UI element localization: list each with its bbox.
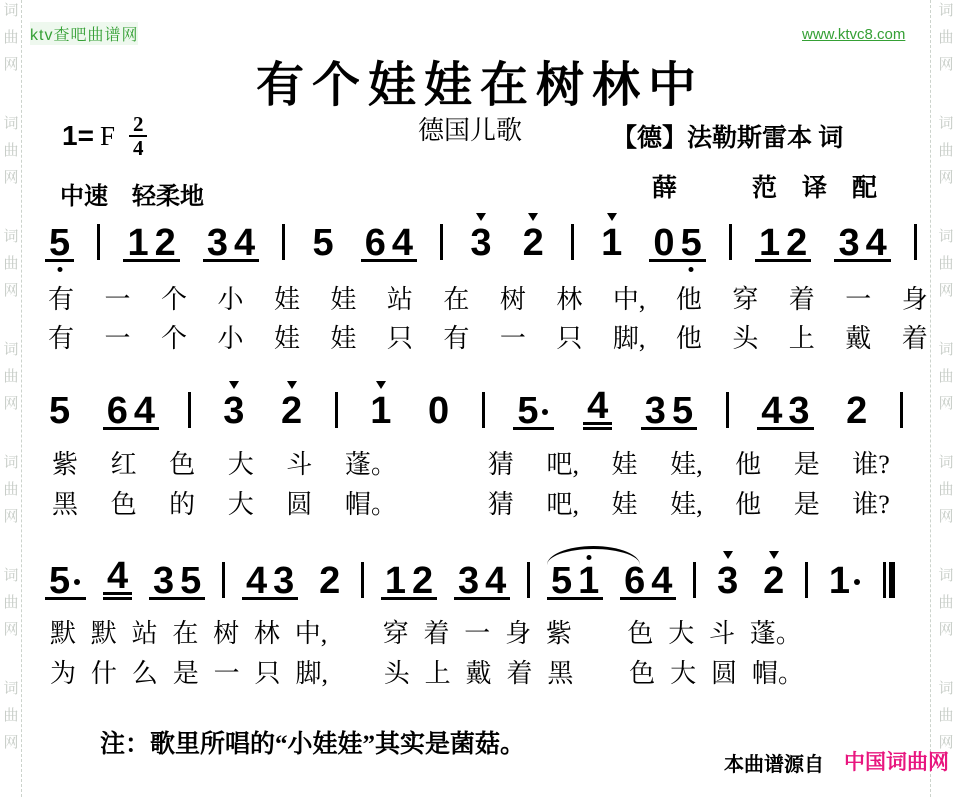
watermark-char: 网 [3,283,19,299]
lyric-syllable: 色 [110,490,137,519]
watermark-char: 曲 [3,595,19,611]
lyric-syllable: 只 [386,324,413,353]
lyric-syllable: 大 [227,450,254,479]
note-5: 5 [180,560,202,602]
lyric-syllable: 着 [423,619,450,648]
lyric-syllable: 色 [627,619,654,648]
note-3: 3 [788,390,810,432]
lyric-syllable: 只 [556,324,583,353]
lyric-syllable: 娃 [330,285,357,314]
note-4: 4 [761,390,783,432]
lyrics-line-1-verse-2 [48,318,928,355]
note-4: 4 [133,390,156,432]
note-group [242,560,298,602]
note-4: 4 [234,222,256,264]
note-2: 2 [278,395,305,427]
watermark-char: 网 [3,735,19,751]
accent-mark [229,381,239,389]
note-0: 0 [428,390,450,432]
watermark-char: 曲 [3,256,19,272]
lyric-syllable: 是 [172,659,199,688]
note-group [583,385,612,430]
note-group [834,222,890,264]
lyric-syllable: 么 [131,659,158,688]
note-4: 4 [587,385,609,427]
lyric-syllable: 帽。 [344,490,397,519]
note-group [103,555,132,600]
note-3: 3 [467,227,494,259]
note-group [641,390,697,432]
lyric-syllable: 上 [424,659,451,688]
note-6: 6 [624,560,646,602]
watermark-char: 词 [938,681,954,697]
note-group [757,390,813,432]
watermark-char: 网 [3,57,19,73]
lyric-syllable: 个 [160,285,187,314]
lyric-syllable: 个 [160,324,187,353]
footer-source-label: 本曲谱源自 [724,754,824,776]
watermark-group [938,4,953,73]
note-6: 6 [364,222,386,264]
watermark-char: 网 [938,735,954,751]
note-group [825,560,866,602]
barline [726,392,729,428]
lyrics-line-2-verse-1 [52,444,890,481]
lyric-syllable: 一 [845,285,872,314]
watermark-char: 网 [3,622,19,638]
watermark-group [938,569,953,638]
barline [97,224,100,260]
lyric-spacer [587,613,613,650]
lyric-syllable: 斗 [286,450,313,479]
lyric-syllable: 着 [506,659,533,688]
lyric-syllable: 他 [735,490,762,519]
lyric-syllable: 红 [110,450,137,479]
watermark-char: 词 [938,3,954,19]
watermark-char: 曲 [3,30,19,46]
watermark-char: 曲 [938,30,954,46]
key-letter: F [99,120,115,151]
score-line-2 [45,385,903,432]
watermark-char: 网 [938,622,954,638]
augmentation-dot [542,409,548,415]
note-group [149,560,205,602]
low-octave-dot [689,267,694,272]
note-2: 2 [520,227,547,259]
note-1: 1 [384,560,407,602]
note-group [547,560,603,602]
watermark-char: 网 [3,509,19,525]
lyric-syllable: 吧, [546,450,579,479]
lyric-syllable: 是 [793,450,820,479]
lyric-syllable: 斗 [708,619,735,648]
watermark-char: 词 [3,3,19,19]
watermark-group [938,230,953,299]
lyrics-line-1-verse-1 [48,279,928,316]
watermark-column-left [2,4,20,795]
barline [188,392,191,428]
note-5: 5 [46,227,73,259]
note-group [315,560,344,602]
note-group [381,560,437,602]
lyric-syllable: 在 [443,285,470,314]
note-group [361,222,417,264]
lyric-syllable: 娃, [670,490,703,519]
barline [527,562,530,598]
watermark-char: 曲 [938,256,954,272]
lyric-syllable: 什 [90,659,117,688]
note-group [45,560,86,602]
note-2: 2 [846,390,868,432]
lyric-syllable: 中, [612,285,646,314]
watermark-char: 词 [938,116,954,132]
lyric-syllable: 头 [732,324,759,353]
lyric-syllable: 娃 [273,324,300,353]
watermark-group [3,343,18,412]
note-3: 3 [644,390,666,432]
barline [693,562,696,598]
lyric-syllable: 猜 [487,450,514,479]
note-2: 2 [319,560,341,602]
watermark-char: 曲 [3,708,19,724]
note-group [45,222,74,264]
note-group [519,222,548,264]
site-link-right[interactable]: www.ktvc8.com [802,26,906,43]
note-group [103,390,159,432]
watermark-char: 网 [3,396,19,412]
lyric-syllable: 紫 [545,619,572,648]
watermark-char: 词 [3,229,19,245]
lyric-syllable: 在 [172,619,199,648]
left-dashed-border [21,0,22,797]
watermark-char: 词 [3,455,19,471]
score-line-1 [45,220,917,262]
lyric-syllable: 大 [668,619,695,648]
watermark-char: 曲 [938,708,954,724]
tempo-marking: 中速 轻柔地 [60,183,204,210]
watermark-char: 网 [938,57,954,73]
lyric-spacer [588,653,614,690]
footer-source-site-link[interactable]: 中国词曲网 [844,751,949,774]
credit-lyricist: 【德】法勒斯雷本 词 [612,125,844,152]
watermark-char: 词 [3,116,19,132]
note-group [597,222,626,264]
lyric-syllable: 为 [50,659,77,688]
lyric-syllable: 他 [675,285,702,314]
lyric-syllable: 上 [788,324,815,353]
lyric-syllable: 是 [793,490,820,519]
lyric-syllable: 黑 [547,659,574,688]
watermark-group [938,343,953,412]
lyric-syllable: 着 [901,324,928,353]
note-group [466,222,495,264]
accent-mark [476,213,486,221]
lyric-syllable: 身 [505,619,532,648]
lyrics-line-2-verse-2 [52,484,890,521]
note-1: 1 [598,227,625,259]
note-3: 3 [714,565,741,597]
watermark-char: 网 [938,396,954,412]
watermark-char: 曲 [938,595,954,611]
lyric-syllable: 站 [131,619,158,648]
note-1: 1 [127,222,149,264]
watermark-group [938,682,953,751]
watermark-char: 词 [938,568,954,584]
note-1: 1 [759,222,781,264]
note-group [366,390,395,432]
note-2: 2 [412,560,434,602]
lyric-spacer [429,444,455,481]
lyric-syllable: 小 [217,285,244,314]
note-group [759,560,788,602]
note-3: 3 [220,395,247,427]
note-0: 0 [653,222,675,264]
accent-mark [376,381,386,389]
lyric-syllable: 林 [253,619,280,648]
note-3: 3 [458,560,480,602]
lyric-syllable: 脚, [295,659,328,688]
barline [571,224,574,260]
note-5: 5 [312,222,334,264]
watermark-char: 网 [938,509,954,525]
note-4: 4 [106,555,129,597]
lyric-syllable: 有 [48,285,75,314]
lyric-syllable: 蓬。 [749,619,802,648]
note-group [620,560,676,602]
lyric-syllable: 穿 [732,285,759,314]
low-octave-dot [57,267,62,272]
lyric-syllable: 谁? [852,450,890,479]
lyric-syllable: 戴 [845,324,872,353]
watermark-char: 词 [3,342,19,358]
lyric-syllable: 娃 [273,285,300,314]
note-2: 2 [154,222,176,264]
note-group [45,390,74,432]
lyric-syllable: 帽。 [751,659,804,688]
lyric-syllable: 默 [50,619,77,648]
note-2: 2 [760,565,787,597]
note-2: 2 [786,222,808,264]
accent-mark [607,213,617,221]
note-group [649,222,705,264]
note-group [424,390,453,432]
time-signature [129,113,148,159]
watermark-column-right [937,4,955,795]
note-group [277,390,306,432]
credit-translator: 薛 范 译 配 [652,175,878,202]
lyric-syllable: 一 [499,324,526,353]
note-5: 5 [517,390,539,432]
barline [482,392,485,428]
footnote: 注：歌里所唱的“小娃娃”其实是菌菇。 [100,731,526,758]
watermark-char: 曲 [3,369,19,385]
watermark-group [3,682,18,751]
note-5: 5 [550,560,573,602]
lyric-syllable: 圆 [710,659,737,688]
note-1: 1 [828,560,851,602]
note-4: 4 [245,560,268,602]
accent-mark [723,551,733,559]
watermark-char: 词 [938,229,954,245]
watermark-char: 词 [938,455,954,471]
lyric-syllable: 头 [383,659,410,688]
lyric-spacer [343,653,369,690]
score-line-3 [45,555,895,602]
end-barline [883,562,895,598]
barline [335,392,338,428]
barline [805,562,808,598]
watermark-char: 曲 [938,369,954,385]
watermark-group [3,569,18,638]
lyric-syllable: 紫 [52,450,79,479]
lyric-syllable: 树 [499,285,526,314]
key-signature [62,110,147,162]
lyric-syllable: 着 [788,285,815,314]
note-4: 4 [865,222,887,264]
note-group [454,560,510,602]
note-group [123,222,179,264]
lyric-syllable: 谁? [852,490,890,519]
lyric-syllable: 一 [104,285,131,314]
lyric-syllable: 有 [443,324,470,353]
barline [914,224,917,260]
note-4: 4 [485,560,507,602]
note-3: 3 [273,560,295,602]
lyric-syllable: 娃 [330,324,357,353]
lyric-syllable: 的 [169,490,196,519]
lyric-syllable: 站 [386,285,413,314]
lyric-syllable: 身 [901,285,928,314]
note-group [842,390,871,432]
note-4: 4 [391,222,414,264]
watermark-char: 网 [938,170,954,186]
lyric-syllable: 树 [213,619,240,648]
watermark-char: 网 [938,283,954,299]
lyric-syllable: 猜 [487,490,514,519]
note-group [203,222,259,264]
time-signature-numerator: 2 [129,113,148,137]
barline [282,224,285,260]
lyric-syllable: 林 [556,285,583,314]
note-1: 1 [367,395,394,427]
lyric-syllable: 色 [169,450,196,479]
watermark-group [938,117,953,186]
lyrics-line-3-verse-1 [50,613,802,650]
lyric-spacer [342,613,368,650]
lyric-syllable: 蓬。 [344,450,397,479]
note-5: 5 [49,560,71,602]
note-6: 6 [106,390,128,432]
lyric-syllable: 穿 [382,619,409,648]
note-3: 3 [206,222,229,264]
note-group [513,390,554,432]
note-group [219,390,248,432]
lyric-syllable: 有 [48,324,75,353]
lyric-syllable: 色 [629,659,656,688]
note-group [713,560,742,602]
site-link-left[interactable]: ktv查吧曲谱网 [30,22,138,45]
lyric-syllable: 娃 [611,490,638,519]
accent-mark [528,213,538,221]
lyric-syllable: 他 [675,324,702,353]
augmentation-dot [854,579,860,585]
lyric-syllable: 一 [464,619,491,648]
lyrics-line-3-verse-2 [50,653,804,690]
lyric-syllable: 圆 [286,490,313,519]
watermark-char: 网 [3,170,19,186]
song-subtitle: 德国儿歌 [417,116,522,145]
lyric-syllable: 一 [213,659,240,688]
barline [361,562,364,598]
note-3: 3 [838,222,860,264]
lyric-syllable: 中, [294,619,328,648]
song-title: 有个娃娃在树林中 [255,59,704,112]
note-group [755,222,811,264]
lyric-syllable: 脚, [612,324,646,353]
barline [729,224,732,260]
accent-mark [287,381,297,389]
watermark-char: 曲 [938,143,954,159]
watermark-char: 曲 [938,482,954,498]
watermark-char: 词 [3,568,19,584]
note-5: 5 [678,227,705,259]
note-4: 4 [651,560,673,602]
watermark-group [3,456,18,525]
lyric-syllable: 大 [670,659,697,688]
watermark-group [3,230,18,299]
lyric-syllable: 小 [217,324,244,353]
watermark-char: 曲 [3,482,19,498]
lyric-syllable: 大 [227,490,254,519]
note-3: 3 [152,560,175,602]
augmentation-dot [74,579,80,585]
lyric-spacer [429,484,455,521]
lyric-syllable: 黑 [52,490,79,519]
watermark-char: 词 [3,681,19,697]
high-octave-dot [586,555,591,560]
barline [440,224,443,260]
watermark-char: 曲 [3,143,19,159]
barline [900,392,903,428]
key-prefix: 1= [62,120,94,151]
note-5: 5 [49,390,71,432]
time-signature-denominator: 4 [132,136,144,160]
watermark-char: 词 [938,342,954,358]
note-5: 5 [671,390,694,432]
note-1: 1 [575,565,602,597]
watermark-group [3,4,18,73]
barline [222,562,225,598]
lyric-syllable: 娃 [611,450,638,479]
watermark-group [3,117,18,186]
lyric-syllable: 吧, [546,490,579,519]
lyric-syllable: 只 [254,659,281,688]
lyric-syllable: 戴 [465,659,492,688]
watermark-group [938,456,953,525]
right-dashed-border [930,0,931,797]
lyric-syllable: 娃, [670,450,703,479]
note-group [308,222,337,264]
lyric-syllable: 他 [735,450,762,479]
accent-mark [769,551,779,559]
lyric-syllable: 一 [104,324,131,353]
lyric-syllable: 默 [90,619,117,648]
